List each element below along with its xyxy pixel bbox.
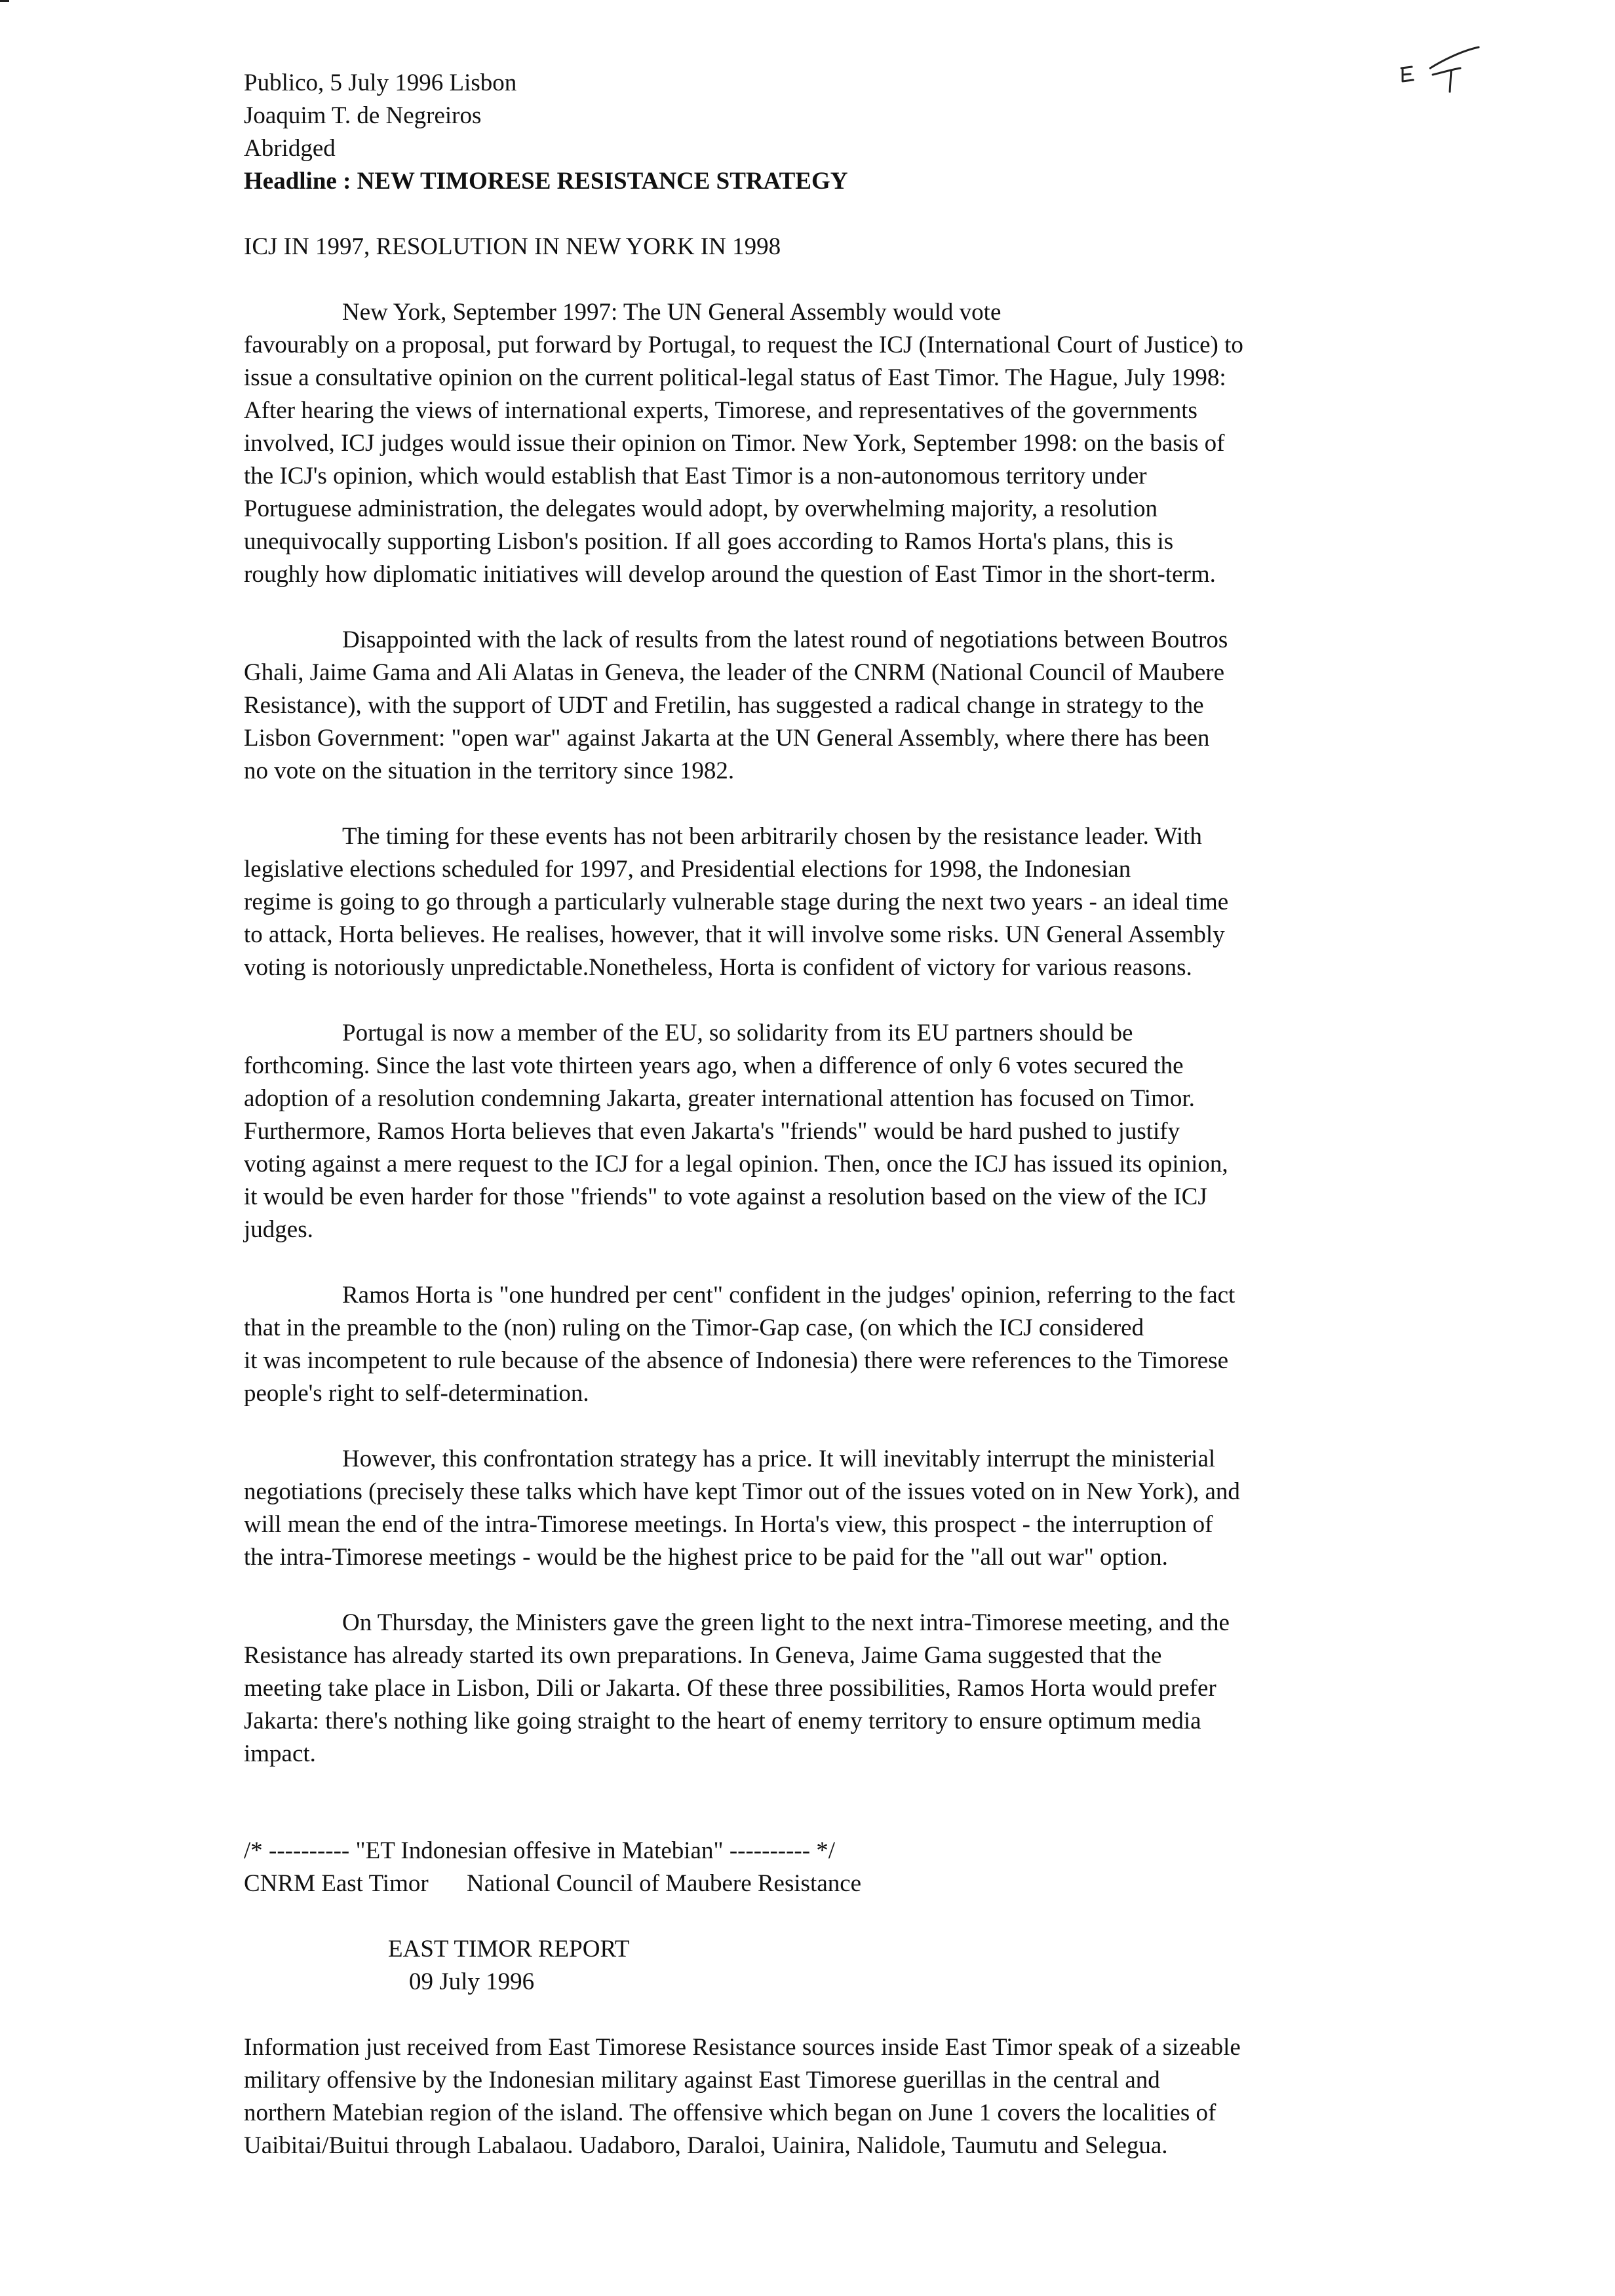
- paragraph-line: involved, ICJ judges would issue their opinion on Timor. New York, September 1998: on the basis of: [244, 430, 1225, 457]
- paragraph-line: Uaibitai/Buitui through Labalaou. Uadaboro, Daraloi, Uainira, Nalidole, Taumutu and Selegua.: [244, 2132, 1168, 2159]
- cnrm-name: CNRM East Timor: [244, 1870, 429, 1897]
- info-paragraph: [244, 2031, 1241, 2162]
- cnrm-full-name: National Council of Maubere Resistance: [467, 1870, 862, 1897]
- paragraph-line: Jakarta: there's nothing like going straight to the heart of enemy territory to ensure optimum media: [244, 1708, 1201, 1734]
- cnrm-line: [244, 1867, 861, 1900]
- report-heading: [388, 1933, 630, 1999]
- report-title: EAST TIMOR REPORT: [388, 1936, 630, 1962]
- abridged-note: Abridged: [244, 135, 336, 162]
- paragraph-line: unequivocally supporting Lisbon's position. If all goes according to Ramos Horta's plans, this is: [244, 528, 1174, 555]
- report-date: 09 July 1996: [409, 1968, 535, 1995]
- paragraph-line: northern Matebian region of the island. The offensive which began on June 1 covers the localities of: [244, 2099, 1216, 2126]
- paragraph-line: issue a consultative opinion on the current political-legal status of East Timor. The Hague, July 1998:: [244, 364, 1226, 391]
- paragraph-line: judges.: [244, 1216, 313, 1243]
- paragraph-line: people's right to self-determination.: [244, 1380, 589, 1407]
- paragraph-line: However, this confrontation strategy has a price. It will inevitably interrupt the ministerial: [342, 1445, 1216, 1472]
- paragraph-line: Furthermore, Ramos Horta believes that even Jakarta's "friends" would be hard pushed to justify: [244, 1118, 1180, 1145]
- paragraph-line: regime is going to go through a particularly vulnerable stage during the next two years - an ideal time: [244, 889, 1229, 915]
- paragraph-line: Disappointed with the lack of results from the latest round of negotiations between Boutros: [342, 626, 1228, 653]
- paragraph-line: that in the preamble to the (non) ruling on the Timor-Gap case, (on which the ICJ considered: [244, 1314, 1144, 1341]
- paragraph-line: voting against a mere request to the ICJ for a legal opinion. Then, once the ICJ has issued its opinion,: [244, 1151, 1228, 1177]
- article-paragraph: [244, 1017, 1384, 1246]
- article-body: [244, 296, 1384, 1803]
- paragraph-line: it would be even harder for those "friends" to vote against a resolution based on the view of the ICJ: [244, 1183, 1207, 1210]
- paragraph-line: Information just received from East Timorese Resistance sources inside East Timor speak of a sizeable: [244, 2034, 1241, 2061]
- paragraph-line: will mean the end of the intra-Timorese meetings. In Horta's view, this prospect - the interruption of: [244, 1511, 1213, 1538]
- scan-edge-mark: [0, 0, 9, 2]
- paragraph-line: to attack, Horta believes. He realises, however, that it will involve some risks. UN General Assembly: [244, 921, 1225, 948]
- paragraph-line: the intra-Timorese meetings - would be the highest price to be paid for the "all out war" option.: [244, 1544, 1168, 1571]
- subheadline: ICJ IN 1997, RESOLUTION IN NEW YORK IN 1998: [244, 233, 781, 260]
- paragraph-line: Ramos Horta is "one hundred per cent" confident in the judges' opinion, referring to the fact: [342, 1282, 1236, 1309]
- paragraph-line: impact.: [244, 1740, 316, 1767]
- author-line: Joaquim T. de Negreiros: [244, 102, 482, 129]
- article-paragraph: [244, 624, 1384, 788]
- paragraph-line: favourably on a proposal, put forward by Portugal, to request the ICJ (International Court of Justice) to: [244, 332, 1243, 358]
- paragraph-line: adoption of a resolution condemning Jakarta, greater international attention has focused on Timor.: [244, 1085, 1195, 1112]
- paragraph-line: Ghali, Jaime Gama and Ali Alatas in Geneva, the leader of the CNRM (National Council of Maubere: [244, 659, 1225, 686]
- article-paragraph: [244, 296, 1384, 591]
- section-separator: /* ---------- "ET Indonesian offesive in Matebian" ---------- */: [244, 1837, 836, 1864]
- paragraph-line: the ICJ's opinion, which would establish that East Timor is a non-autonomous territory under: [244, 463, 1147, 489]
- paragraph-line: Resistance has already started its own preparations. In Geneva, Jaime Gama suggested that the: [244, 1642, 1162, 1669]
- article-paragraph: [244, 1279, 1384, 1410]
- paragraph-line: Portuguese administration, the delegates would adopt, by overwhelming majority, a resolution: [244, 495, 1158, 522]
- paragraph-line: it was incompetent to rule because of the absence of Indonesia) there were references to the Timorese: [244, 1347, 1229, 1374]
- paragraph-line: New York, September 1997: The UN General Assembly would vote: [342, 299, 1002, 326]
- paragraph-line: Resistance), with the support of UDT and Fretilin, has suggested a radical change in strategy to the: [244, 692, 1204, 719]
- article-paragraph: [244, 820, 1384, 984]
- paragraph-line: negotiations (precisely these talks which have kept Timor out of the issues voted on in New York), and: [244, 1478, 1240, 1505]
- paragraph-line: On Thursday, the Ministers gave the green light to the next intra-Timorese meeting, and the: [342, 1609, 1230, 1636]
- paragraph-line: forthcoming. Since the last vote thirteen years ago, when a difference of only 6 votes secured the: [244, 1052, 1184, 1079]
- article-paragraph: [244, 1607, 1384, 1770]
- handwritten-mark: [1395, 42, 1487, 101]
- paragraph-line: meeting take place in Lisbon, Dili or Jakarta. Of these three possibilities, Ramos Horta would prefer: [244, 1675, 1216, 1702]
- source-line: Publico, 5 July 1996 Lisbon: [244, 69, 517, 96]
- paragraph-line: roughly how diplomatic initiatives will develop around the question of East Timor in the short-term.: [244, 561, 1216, 588]
- paragraph-line: voting is notoriously unpredictable.Nonetheless, Horta is confident of victory for various reasons.: [244, 954, 1192, 981]
- paragraph-line: legislative elections scheduled for 1997, and Presidential elections for 1998, the Indonesian: [244, 856, 1131, 883]
- paragraph-line: Portugal is now a member of the EU, so solidarity from its EU partners should be: [342, 1020, 1133, 1046]
- paragraph-line: After hearing the views of international experts, Timorese, and representatives of the governments: [244, 397, 1197, 424]
- paragraph-line: military offensive by the Indonesian military against East Timorese guerillas in the central and: [244, 2067, 1160, 2094]
- article-header: [244, 67, 847, 198]
- paragraph-line: no vote on the situation in the territory since 1982.: [244, 757, 735, 784]
- headline: Headline : NEW TIMORESE RESISTANCE STRATEGY: [244, 168, 848, 195]
- article-paragraph: [244, 1443, 1384, 1574]
- paragraph-line: Lisbon Government: "open war" against Jakarta at the UN General Assembly, where there has been: [244, 725, 1210, 752]
- paragraph-line: The timing for these events has not been arbitrarily chosen by the resistance leader. With: [342, 823, 1202, 850]
